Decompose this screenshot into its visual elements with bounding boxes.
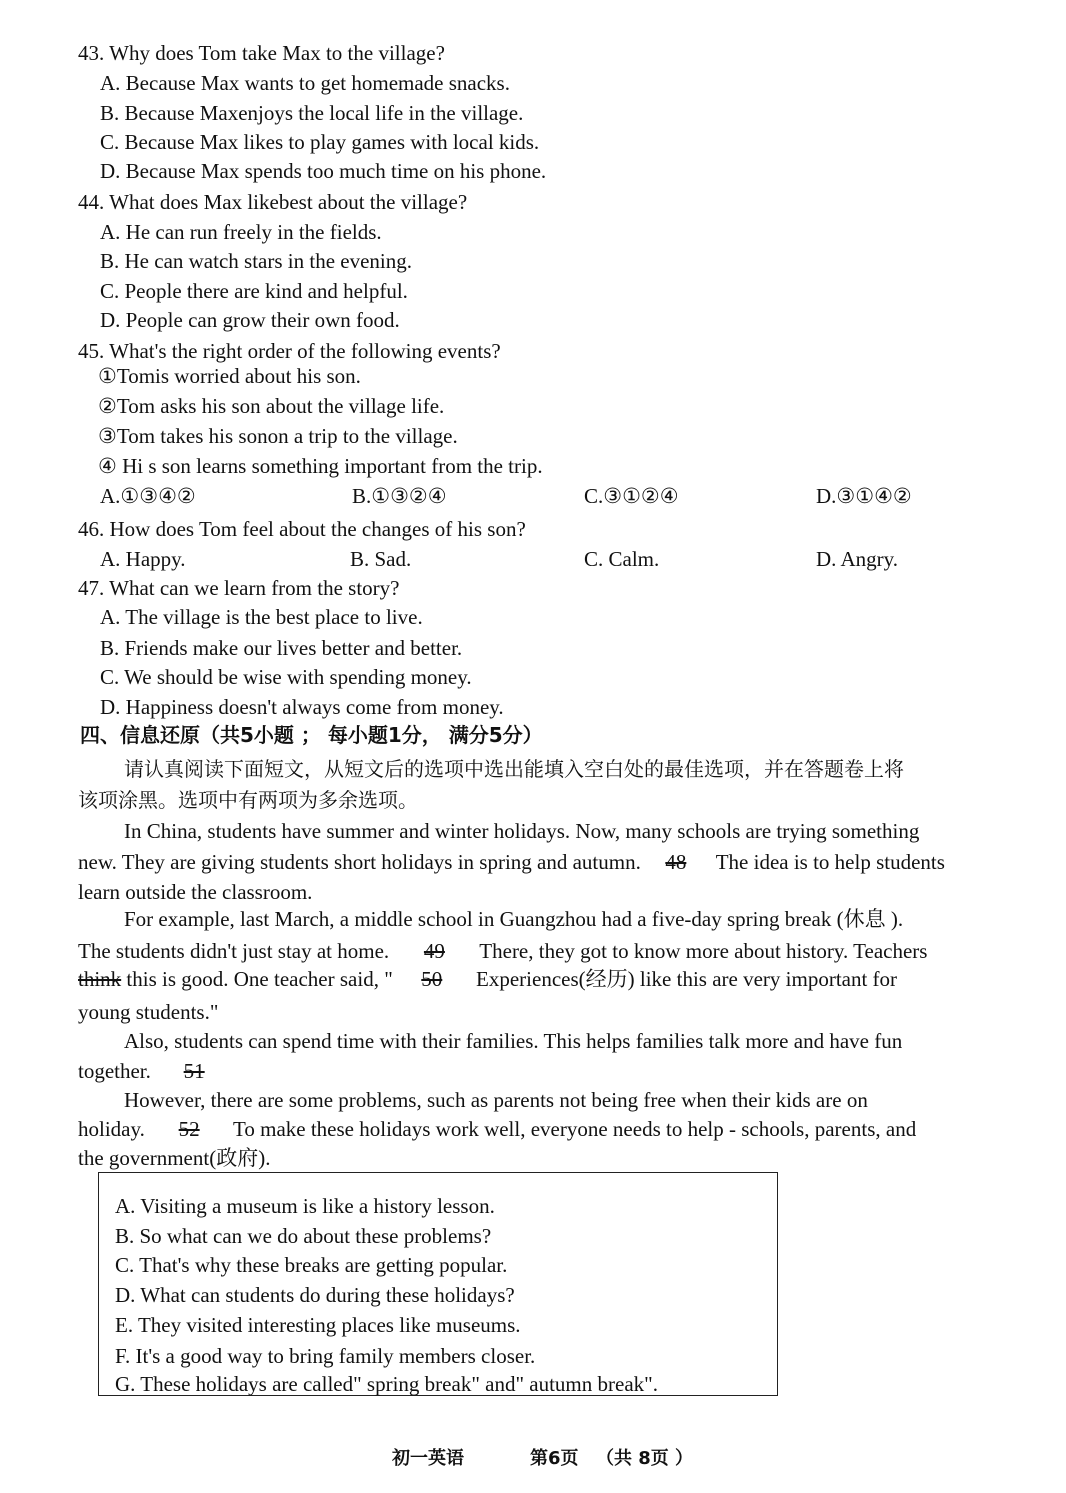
- choice-d: D. What can students do during these holidays?: [115, 1283, 515, 1307]
- question-45-stem: 45. What's the right order of the following events?: [78, 339, 501, 363]
- question-44-option-a: A. He can run freely in the fields.: [100, 220, 382, 244]
- passage-p2-line-1: For example, last March, a middle school in Guangzhou had a five-day spring break (休息 ).: [124, 907, 904, 931]
- question-44-option-c: C. People there are kind and helpful.: [100, 279, 408, 303]
- question-46-option-b: B. Sad.: [350, 547, 412, 571]
- passage-p3-line-2: [78, 1058, 232, 1084]
- passage-text: To make these holidays work well, everyone needs to help - schools, parents, and: [228, 1117, 917, 1141]
- footer-page-number: 第6页: [530, 1448, 579, 1469]
- section-title: 四、信息还原（共5小题 ； 每小题1分， 满分5分）: [80, 723, 543, 747]
- question-43-option-b: B. Because Maxenjoys the local life in the village.: [100, 101, 524, 125]
- passage-p1-line-2: [78, 849, 945, 875]
- question-47-option-a: A. The village is the best place to live.: [100, 605, 423, 629]
- struck-word: think: [78, 967, 122, 991]
- passage-text: together.: [78, 1059, 157, 1083]
- passage-p2-line-2: [78, 938, 927, 964]
- choice-g: G. These holidays are called" spring break" and" autumn break".: [115, 1372, 658, 1396]
- question-44-stem: 44. What does Max likebest about the village?: [78, 190, 468, 214]
- passage-p2-line-3: [78, 966, 897, 992]
- passage-text: Experiences(经历) like this are very important for: [470, 967, 898, 991]
- question-43-option-c: C. Because Max likes to play games with local kids.: [100, 130, 540, 154]
- choice-f: F. It's a good way to bring family members closer.: [115, 1344, 536, 1368]
- question-45-event-1: ①Tomis worried about his son.: [98, 364, 361, 388]
- section-instruction-line-2: 该项涂黑。选项中有两项为多余选项。: [78, 788, 418, 812]
- passage-p2-line-4: young students.": [78, 1000, 219, 1024]
- question-47-stem: 47. What can we learn from the story?: [78, 576, 400, 600]
- passage-text: There, they got to know more about history. Teachers: [474, 939, 928, 963]
- question-45-option-a: A.①③④②: [100, 484, 196, 508]
- blank-49: 49: [423, 939, 445, 963]
- blank-51: 51: [183, 1059, 205, 1083]
- passage-text: this is good. One teacher said, ": [121, 967, 393, 991]
- blank-48: 48: [665, 850, 687, 874]
- passage-p4-line-2: [78, 1116, 916, 1142]
- question-47-option-d: D. Happiness doesn't always come from money.: [100, 695, 504, 719]
- question-46-stem: 46. How does Tom feel about the changes of his son?: [78, 517, 526, 541]
- passage-p4-line-1: However, there are some problems, such as parents not being free when their kids are on: [124, 1088, 868, 1112]
- passage-p1-line-3: learn outside the classroom.: [78, 880, 313, 904]
- section-instruction-line-1: 请认真阅读下面短文，从短文后的选项中选出能填入空白处的最佳选项，并在答题卷上将: [124, 757, 904, 781]
- passage-p4-line-3: the government(政府).: [78, 1146, 271, 1170]
- choice-b: B. So what can we do about these problems?: [115, 1224, 492, 1248]
- footer-total-pages: （共 8页 ）: [596, 1448, 694, 1469]
- question-47-option-b: B. Friends make our lives better and better.: [100, 636, 463, 660]
- passage-text: The students didn't just stay at home.: [78, 939, 395, 963]
- question-44-option-b: B. He can watch stars in the evening.: [100, 249, 412, 273]
- question-46-option-a: A. Happy.: [100, 547, 186, 571]
- choice-a: A. Visiting a museum is like a history lesson.: [115, 1194, 495, 1218]
- question-43-option-a: A. Because Max wants to get homemade snacks.: [100, 71, 510, 95]
- question-46-option-d: D. Angry.: [816, 547, 899, 571]
- choice-e: E. They visited interesting places like museums.: [115, 1313, 521, 1337]
- question-46-option-c: C. Calm.: [584, 547, 660, 571]
- question-45-option-c: C.③①②④: [584, 484, 679, 508]
- passage-text: new. They are giving students short holidays in spring and autumn.: [78, 850, 641, 874]
- question-45-event-3: ③Tom takes his sonon a trip to the village.: [98, 424, 458, 448]
- question-43-stem: 43. Why does Tom take Max to the village?: [78, 41, 445, 65]
- question-45-option-d: D.③①④②: [816, 484, 912, 508]
- passage-text: holiday.: [78, 1117, 151, 1141]
- blank-52: 52: [178, 1117, 200, 1141]
- passage-p3-line-1: Also, students can spend time with their families. This helps families talk more and have fun: [124, 1029, 903, 1053]
- question-45-event-2: ②Tom asks his son about the village life.: [98, 394, 445, 418]
- question-44-option-d: D. People can grow their own food.: [100, 308, 400, 332]
- question-45-event-4: ④ Hi s son learns something important from the trip.: [98, 454, 543, 478]
- question-43-option-d: D. Because Max spends too much time on his phone.: [100, 159, 547, 183]
- footer-subject: 初一英语: [392, 1448, 464, 1469]
- passage-text: The idea is to help students: [710, 850, 945, 874]
- choices-box: [98, 1172, 778, 1396]
- question-45-option-b: B.①③②④: [352, 484, 447, 508]
- blank-50: 50: [421, 967, 443, 991]
- choice-c: C. That's why these breaks are getting popular.: [115, 1253, 508, 1277]
- passage-p1-line-1: In China, students have summer and winter holidays. Now, many schools are trying something: [124, 819, 920, 843]
- question-47-option-c: C. We should be wise with spending money.: [100, 665, 472, 689]
